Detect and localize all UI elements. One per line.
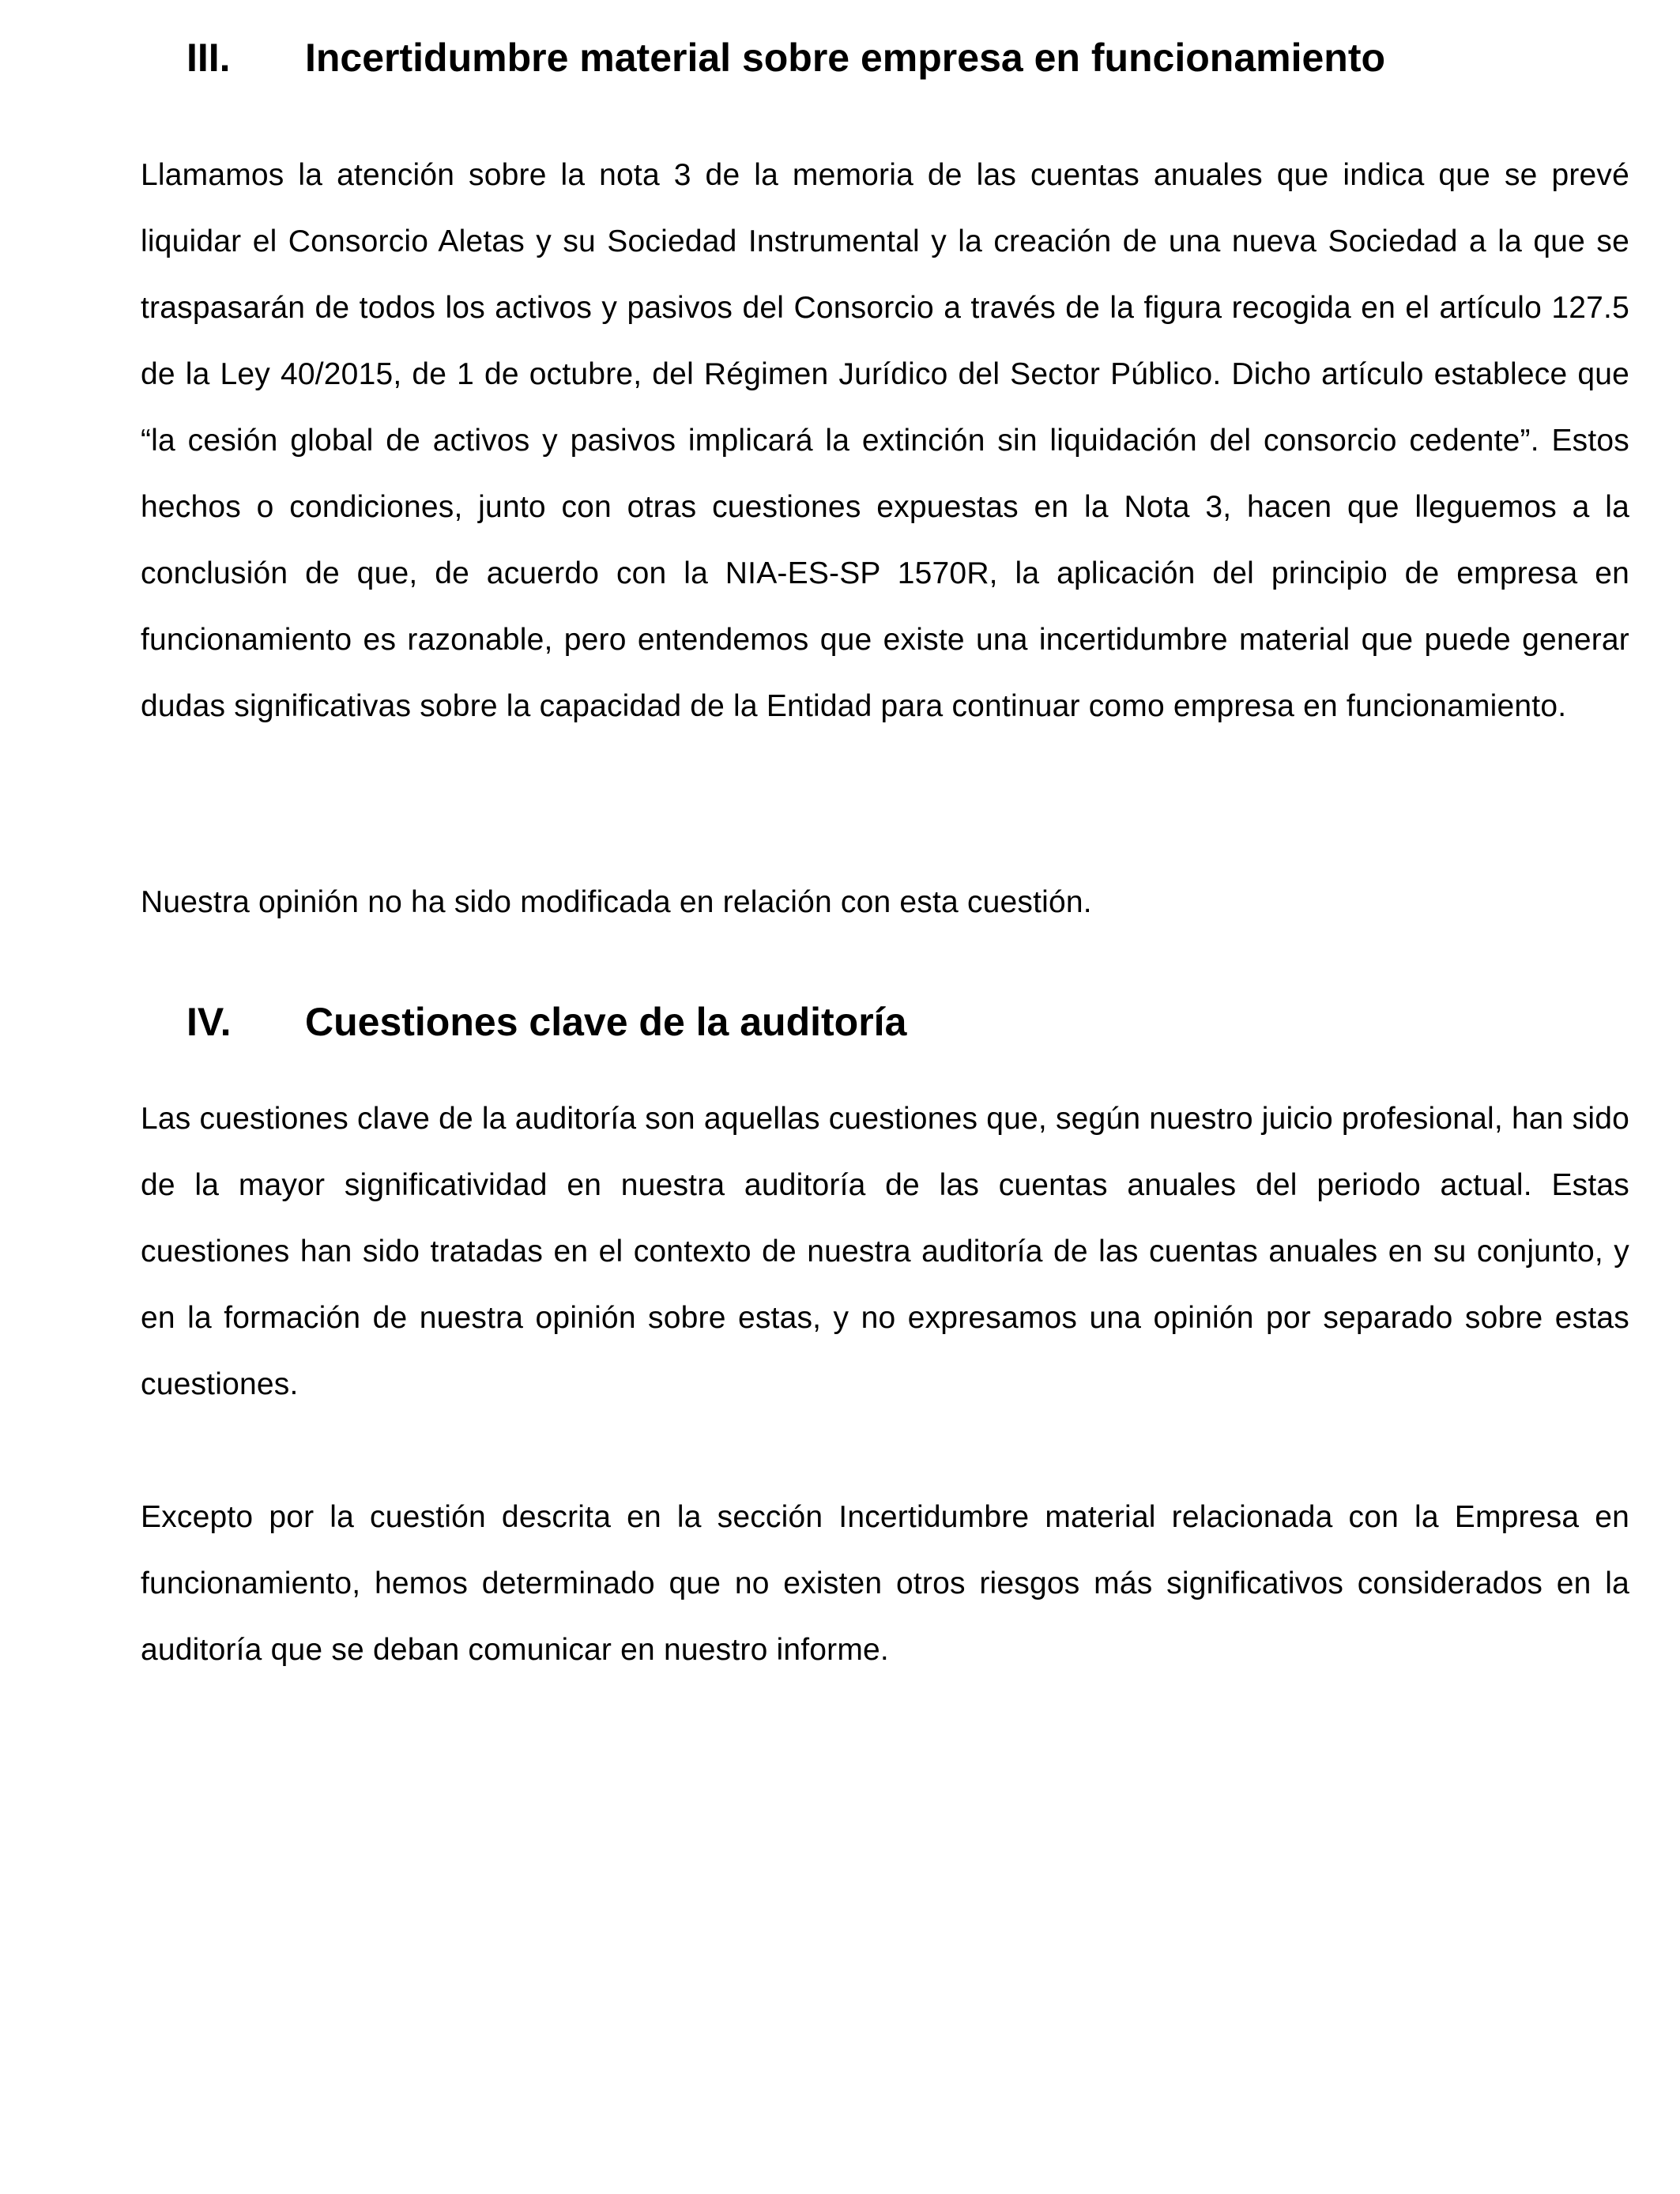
section-iii-title: Incertidumbre material sobre empresa en funcionamiento bbox=[305, 36, 1386, 80]
section-iii-paragraph-2: Nuestra opinión no ha sido modificada en relación con esta cuestión. bbox=[141, 885, 1092, 919]
section-iv-paragraph-2: Excepto por la cuestión descrita en la sección Incertidumbre material relacionada con la Empresa en funcionamiento, hemos determinado que no existen otros riesgos más significativos considerados en la auditoría que se deban comunicar en nuestro informe. bbox=[141, 1500, 1629, 1667]
section-iii-paragraph-1: Llamamos la atención sobre la nota 3 de la memoria de las cuentas anuales que indica que se prevé liquidar el Consorcio Aletas y su Sociedad Instrumental y la creación de una nueva Sociedad a la que se traspasarán de todos los activos y pasivos del Consorcio a través de la figura recogida en el artículo 127.5 de la Ley 40/2015, de 1 de octubre, del Régimen Jurídico del Sector Público. Dicho artículo establece que “la cesión global de activos y pasivos implicará la extinción sin liquidación del consorcio cedente”. Estos hechos o condiciones, junto con otras cuestiones expuestas en la Nota 3, hacen que lleguemos a la conclusión de que, de acuerdo con la NIA-ES-SP 1570R, la aplicación del principio de empresa en funcionamiento es razonable, pero entendemos que existe una incertidumbre material que puede generar dudas significativas sobre la capacidad de la Entidad para continuar como empresa en funcionamiento. bbox=[141, 158, 1629, 723]
section-iii-heading bbox=[186, 26, 1609, 89]
section-iv-number: IV. bbox=[186, 1000, 232, 1044]
section-iii-number: III. bbox=[186, 36, 231, 80]
section-iv-paragraph-1: Las cuestiones clave de la auditoría son aquellas cuestiones que, según nuestro juicio profesional, han sido de la mayor significatividad en nuestra auditoría de las cuentas anuales del periodo actual. Estas cuestiones han sido tratadas en el contexto de nuestra auditoría de las cuentas anuales en su conjunto, y en la formación de nuestra opinión sobre estas, y no expresamos una opinión por separado sobre estas cuestiones. bbox=[141, 1102, 1629, 1401]
section-iv-title: Cuestiones clave de la auditoría bbox=[305, 1000, 907, 1044]
section-iv-heading bbox=[186, 990, 1609, 1054]
